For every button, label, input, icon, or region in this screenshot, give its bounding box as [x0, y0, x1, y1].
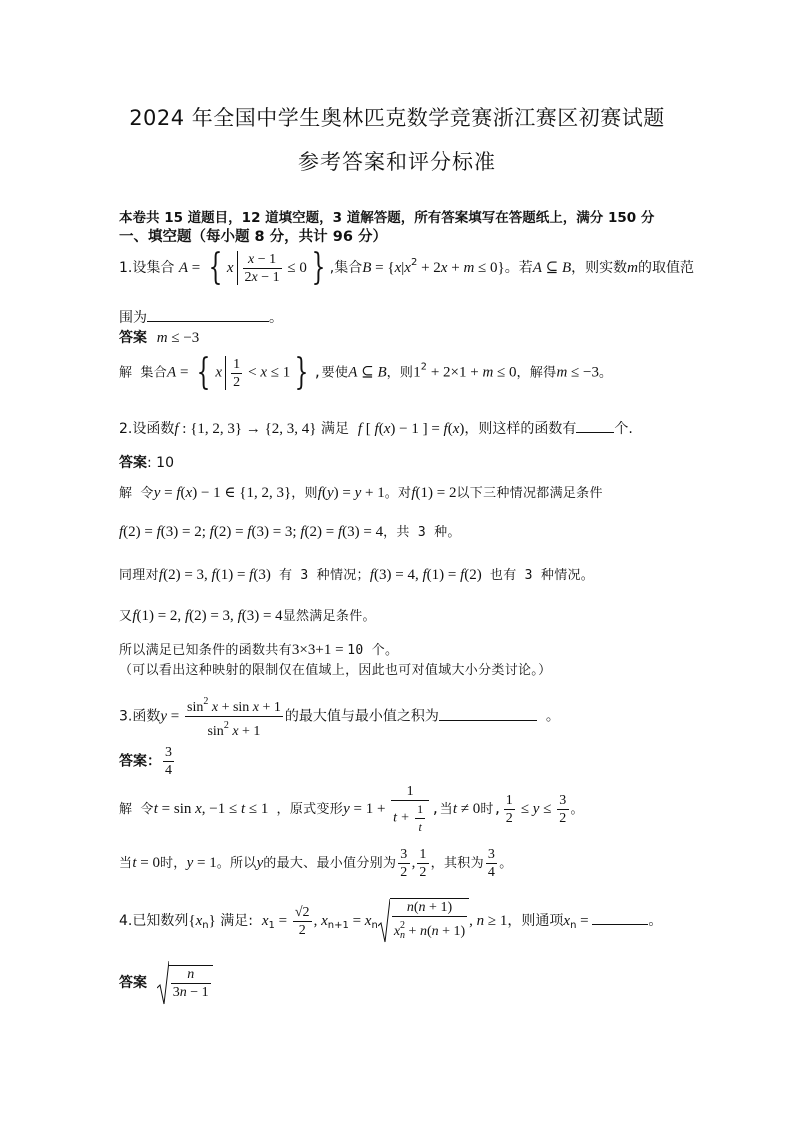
question-3: 3.函数y = $\frac{\sin^2 x + \sin x + 1}{\sin^2 x + 1}$ 的最大值与最小值之积为 。 [119, 693, 560, 740]
answer-3: 答案： $\frac{3}{4}$ [119, 745, 172, 778]
sqrt-symbol: $\frac{n(n + 1)}{x^2_n + n(n + 1)}$ [378, 898, 469, 944]
solution-2-line2: f(2) = f(3) = 2; f(2) = f(3) = 3; f(2) = f(3) = 4，共 3 种。 [119, 524, 461, 540]
question-4: 4.已知数列$\{x_n\}$ 满足: $x_1$ = $\frac{√2}{2}$ , $x_{n+1} = x_n$ $\frac{n(n + 1)}{x^2_n + n(n + 1)}$ , n ≥ 1，则通项$x_n$ = 。 [119, 898, 662, 944]
answer-2: 答案: 10 [119, 455, 174, 471]
question-2: 2.设函数f : {1, 2, 3} → {2, 3, 4} 满足 f [ f(x) − 1 ] = f(x)，则这样的函数有 个. [119, 421, 633, 437]
solution-2-line1: 解 令y = f(x) − 1 ∈ {1, 2, 3}，则f(y) = y + 1。对f(1) = 2以下三种情况都满足条件 [119, 485, 603, 501]
question-1: 1.设集合 A = { x $\frac{x - 1}{2x - 1}$ ≤ 0 } ,集合$B = \{x|x^2 + 2x + m \le 0\}$。若A ⊆ B，则实数m的取值范 [119, 247, 694, 288]
section-heading: 一、填空题（每小题 8 分，共计 96 分） [119, 229, 387, 245]
solution-1: 解 集合A = { x $\frac{1}{2}$ < x ≤ 1 } ,要使A ⊆ B，则$1^2 + 2\times 1 + m \le 0$，解得m ≤ −3。 [119, 352, 613, 393]
solution-3-line1: 解 令t = sin x, −1 ≤ t ≤ 1 ，原式变形y = 1 + 1 t + $\frac{1}{t}$ ,当t ≠ 0时, $\frac{1}{2}$ ≤ y ≤ $\frac{3}{2}$ 。 [119, 784, 584, 834]
answer-4: 答案 $\frac{n}{3n - 1}$ [119, 960, 213, 1006]
solution-2-note: （可以看出这种映射的限制仅在值域上，因此也可对值域大小分类讨论。） [119, 663, 552, 678]
sqrt-symbol: $\frac{n}{3n - 1}$ [157, 960, 213, 1006]
answer-1: 答案 m ≤ −3 [119, 330, 200, 346]
question-1-line2: 围为 。 [119, 310, 283, 326]
answer-blank [576, 431, 614, 433]
answer-blank [439, 719, 537, 721]
exam-intro: 本卷共 15 道题目，12 道填空题，3 道解答题，所有答案填写在答题纸上，满分 150 分 [119, 210, 655, 226]
answer-blank [592, 923, 648, 925]
solution-2-line5: 所以满足已知条件的函数共有3×3+1 = 10 个。 [119, 642, 399, 658]
page-subtitle: 参考答案和评分标准 [298, 150, 496, 174]
solution-2-line3: 同理对f(2) = 3, f(1) = f(3) 有 3 种情况；f(3) = 4, f(1) = f(2) 也有 3 种情况。 [119, 567, 595, 583]
page-title: 2024 年全国中学生奥林匹克数学竞赛浙江赛区初赛试题 [129, 106, 665, 130]
answer-blank [147, 320, 269, 322]
solution-3-line2: 当t = 0时，y = 1。所以y的最大、最小值分别为 $\frac{3}{2}$ , $\frac{1}{2}$ ，其积为 $\frac{3}{4}$ 。 [119, 847, 513, 880]
solution-2-line4: 又f(1) = 2, f(2) = 3, f(3) = 4显然满足条件。 [119, 608, 376, 624]
